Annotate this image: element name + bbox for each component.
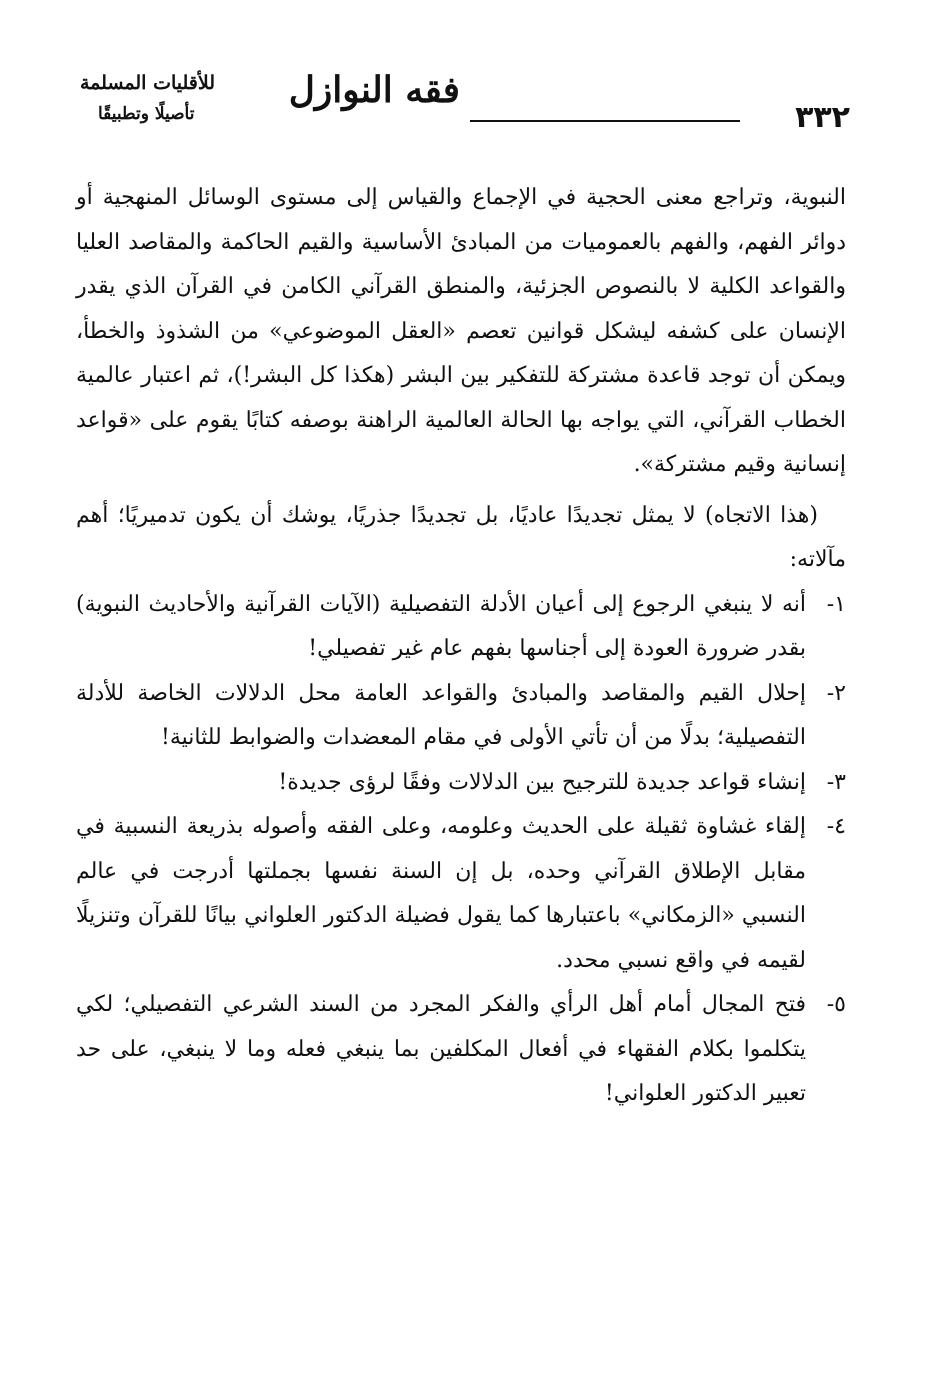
- book-title-logo: [80, 62, 460, 148]
- book-subtitle-2: تأصيلًا وتطبيقًا: [98, 104, 195, 124]
- list-text: فتح المجال أمام أهل الرأي والفكر المجرد من السند الشرعي التفصيلي؛ لكي يتكلموا بكلام الفقهاء في أفعال المكلفين بما ينبغي فعله وما لا ينبغي، على حد تعبير الدكتور العلواني!: [76, 992, 806, 1106]
- list-number: ٤-: [826, 814, 846, 839]
- list-item: [76, 983, 846, 1117]
- header-rule: [470, 120, 740, 122]
- list-text: إنشاء قواعد جديدة للترجيح بين الدلالات وفقًا لرؤى جديدة!: [278, 769, 806, 795]
- list-number: ٥-: [826, 992, 846, 1017]
- book-title: فقه النوازل: [288, 69, 460, 111]
- page-body: [76, 176, 846, 1117]
- page-number: ٣٣٢: [795, 100, 850, 135]
- list-text: إلقاء غشاوة ثقيلة على الحديث وعلومه، وعلى الفقه وأصوله بذريعة النسبية في مقابل الإطلاق القرآني وحده، بل إن السنة نفسها بجملتها أدرجت في عالم النسبي «الزمكاني» باعتبارها كما يقول فضيلة الدكتور العلواني بيانًا للقرآن وتنزيلًا لقيمه في واقع نسبي محدد.: [76, 814, 806, 973]
- list-item: [76, 583, 846, 672]
- list-item: [76, 805, 846, 983]
- list-number: ٣-: [826, 769, 846, 795]
- book-subtitle: للأقليات المسلمة: [80, 72, 215, 94]
- list-number: ١-: [826, 591, 846, 617]
- page-header: [80, 62, 850, 152]
- list-text: أنه لا ينبغي الرجوع إلى أعيان الأدلة التفصيلية (الآيات القرآنية والأحاديث النبوية) بقدر ضرورة العودة إلى أجناسها بفهم عام غير تفصيلي!: [76, 591, 806, 661]
- consequences-list: [76, 583, 846, 1117]
- list-number: ٢-: [826, 680, 846, 706]
- list-text: إحلال القيم والمقاصد والمبادئ والقواعد العامة محل الدلالات الخاصة للأدلة التفصيلية؛ بدلًا من أن تأتي الأولى في مقام المعضدات والضوابط للثانية!: [76, 680, 806, 750]
- list-item: [76, 761, 846, 806]
- list-item: [76, 672, 846, 761]
- paragraph-intro: (هذا الاتجاه) لا يمثل تجديدًا عاديًا، بل تجديدًا جذريًا، يوشك أن يكون تدميريًا؛ أهم مآلاته:: [76, 502, 846, 572]
- paragraph-continued: النبوية، وتراجع معنى الحجية في الإجماع والقياس إلى مستوى الوسائل المنهجية أو دوائر الفهم، والفهم بالعموميات من المبادئ الأساسية والقيم الحاكمة والمقاصد العليا والقواعد الكلية لا بالنصوص الجزئية، والمنطق القرآني الكامن في القرآن الذي يقدر الإنسان على كشفه ليشكل قوانين تعصم «العقل الموضوعي» من الشذوذ والخطأ، ويمكن أن توجد قاعدة مشتركة للتفكير بين البشر (هكذا كل البشر!)، ثم اعتبار عالمية الخطاب القرآني، التي يواجه بها الحالة العالمية الراهنة بوصفه كتابًا يقوم على «قواعد إنسانية وقيم مشتركة».: [76, 185, 847, 477]
